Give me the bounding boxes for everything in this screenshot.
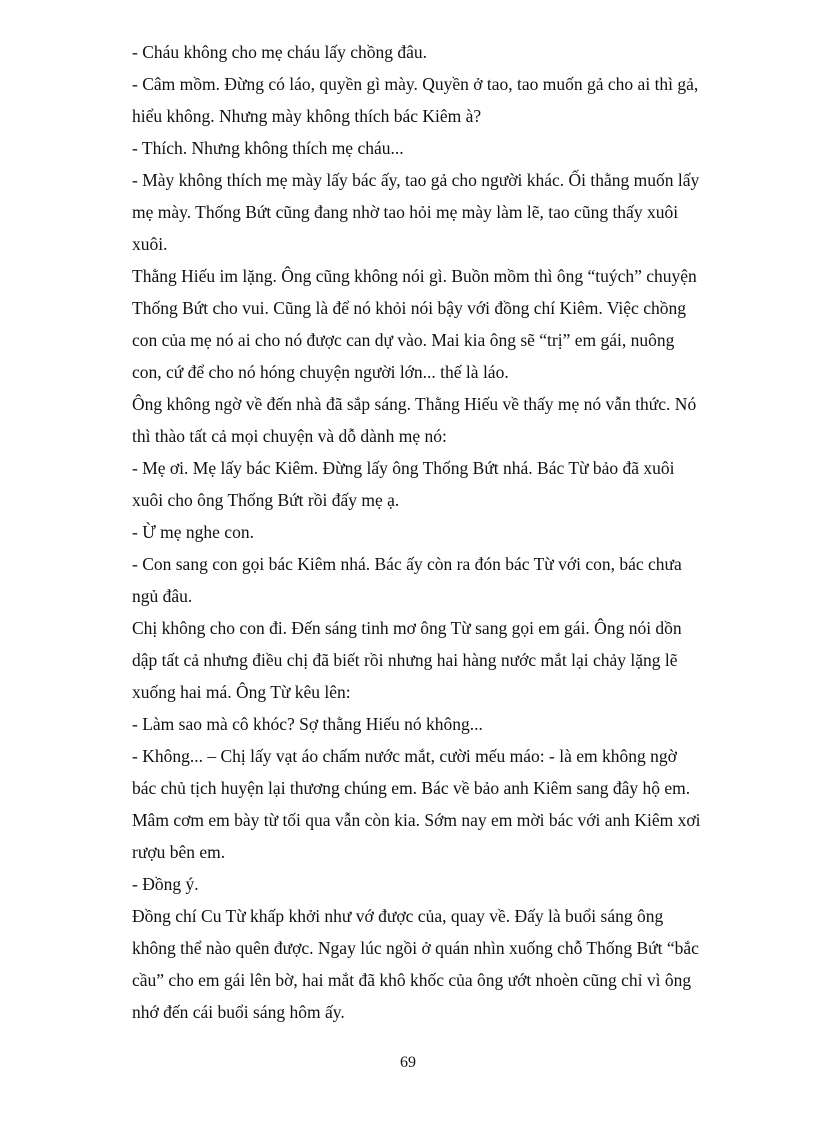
paragraph-2: - Câm mồm. Đừng có láo, quyền gì mày. Quyền ở tao, tao muốn gả cho ai thì gả, hiểu không. Nhưng mày không thích bác Kiêm à?: [132, 74, 699, 126]
paragraph-5: Thằng Hiếu im lặng. Ông cũng không nói gì. Buồn mồm thì ông “tuých” chuyện Thống Bứt cho vui. Cũng là để nó khỏi nói bậy với đồng chí Kiêm. Việc chồng con của mẹ nó ai cho nó được can dự vào. Mai kia ông sẽ “trị” em gái, nuông con, cứ để cho nó hóng chuyện người lớn... thế là láo.: [132, 266, 697, 382]
paragraph-6: Ông không ngờ về đến nhà đã sắp sáng. Thằng Hiếu về thấy mẹ nó vẫn thức. Nó thì thào tất cả mọi chuyện và dỗ dành mẹ nó:: [132, 394, 697, 446]
paragraph-14: Đồng chí Cu Từ khấp khởi như vớ được của, quay về. Đấy là buổi sáng ông không thể nào quên được. Ngay lúc ngồi ở quán nhìn xuống chỗ Thống Bứt “bắc cầu” cho em gái lên bờ, hai mắt đã khô khốc của ông ướt nhoèn cũng chỉ vì ông nhớ đến cái buổi sáng hôm ấy.: [132, 906, 699, 1022]
paragraph-3: - Thích. Nhưng không thích mẹ cháu...: [132, 138, 404, 158]
paragraph-4: - Mày không thích mẹ mày lấy bác ấy, tao gả cho người khác. Ối thằng muốn lấy mẹ mày. Thống Bứt cũng đang nhờ tao hỏi mẹ mày làm lẽ, tao cũng thấy xuôi xuôi.: [132, 170, 700, 254]
paragraph-13: - Đồng ý.: [132, 874, 199, 894]
story-text: [132, 36, 758, 1028]
paragraph-7: - Mẹ ơi. Mẹ lấy bác Kiêm. Đừng lấy ông Thống Bứt nhá. Bác Từ bảo đã xuôi xuôi cho ông Thống Bứt rồi đấy mẹ ạ.: [132, 458, 675, 510]
paragraph-1: - Cháu không cho mẹ cháu lấy chồng đâu.: [132, 42, 427, 62]
paragraph-12: - Không... – Chị lấy vạt áo chấm nước mắt, cười mếu máo: - là em không ngờ bác chủ tịch huyện lại thương chúng em. Bác về bảo anh Kiêm sang đây hộ em. Mâm cơm em bày từ tối qua vẫn còn kia. Sớm nay em mời bác với anh Kiêm xơi rượu bên em.: [132, 746, 701, 862]
page-number: 69: [400, 1054, 416, 1071]
paragraph-11: - Làm sao mà cô khóc? Sợ thằng Hiếu nó không...: [132, 714, 483, 734]
paragraph-10: Chị không cho con đi. Đến sáng tinh mơ ông Từ sang gọi em gái. Ông nói dồn dập tất cả nhưng điều chị đã biết rồi nhưng hai hàng nước mắt lại chảy lặng lẽ xuống hai má. Ông Từ kêu lên:: [132, 618, 682, 702]
paragraph-8: - Ừ mẹ nghe con.: [132, 522, 254, 542]
paragraph-9: - Con sang con gọi bác Kiêm nhá. Bác ấy còn ra đón bác Từ với con, bác chưa ngủ đâu.: [132, 554, 682, 606]
